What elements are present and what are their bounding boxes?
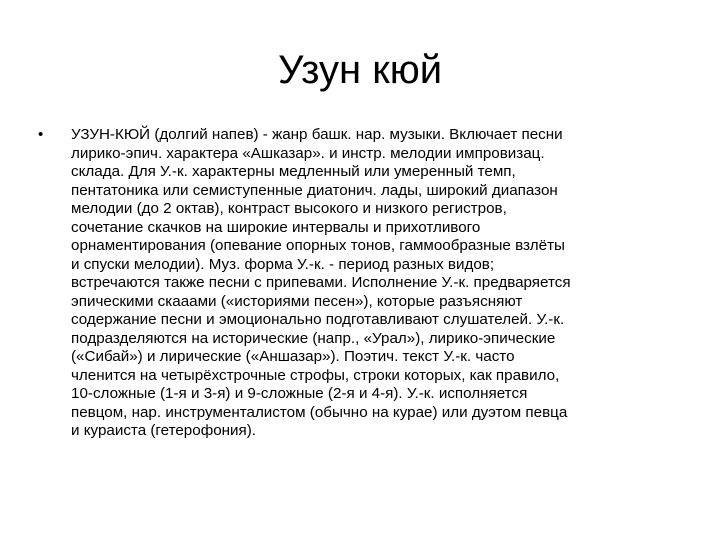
slide-title: Узун кюй — [277, 48, 443, 92]
paragraph-line: содержание песни и эмоционально подготавливают слушателей. У.-к. — [71, 311, 565, 328]
paragraph-line: эпическими скааами («историями песен»), которые разъясняют — [71, 292, 523, 310]
paragraph-line: сочетание скачков на широкие интервалы и прихотливого — [71, 218, 481, 236]
paragraph-line: склада. Для У.-к. характерны медленный или умеренный темп, — [71, 163, 516, 180]
paragraph-line: орнаментирования (опевание опорных тонов, гаммообразные взлёты — [71, 237, 565, 254]
paragraph-line: УЗУН-КЮЙ (долгий напев) - жанр башк. нар. музыки. Включает песни — [71, 126, 563, 143]
paragraph-line: («Сибай») и лирические («Аншазар»). Поэтич. текст У.-к. часто — [71, 348, 515, 365]
paragraph-line: мелодии (до 2 октав), контраст высокого и низкого регистров, — [71, 200, 507, 217]
paragraph-line: лирико-эпич. характера «Ашказар». и инстр. мелодии импровизац. — [71, 144, 545, 162]
bullet-paragraph — [71, 126, 678, 441]
paragraph-line: пентатоника или семиступенные диатонич. лады, широкий диапазон — [71, 181, 558, 199]
paragraph-line: и спуски мелодии). Муз. форма У.-к. - период разных видов; — [71, 255, 495, 273]
paragraph-line: певцом, нар. инструменталистом (обычно на курае) или дуэтом певца — [71, 403, 568, 421]
paragraph-line: членится на четырёхстрочные строфы, строки которых, как правило, — [71, 366, 560, 384]
paragraph-line: и кураиста (гетерофония). — [71, 422, 257, 439]
paragraph-line: встречаются также песни с припевами. Исполнение У.-к. предваряется — [71, 274, 571, 291]
bullet-icon: • — [38, 126, 44, 143]
paragraph-line: 10-сложные (1-я и 3-я) и 9-сложные (2-я и 4-я). У.-к. исполняется — [71, 385, 528, 402]
bullet-item — [38, 126, 678, 441]
bullet-list — [38, 126, 678, 441]
paragraph-line: подразделяются на исторические (напр., «Урал»), лирико-эпические — [71, 329, 556, 347]
